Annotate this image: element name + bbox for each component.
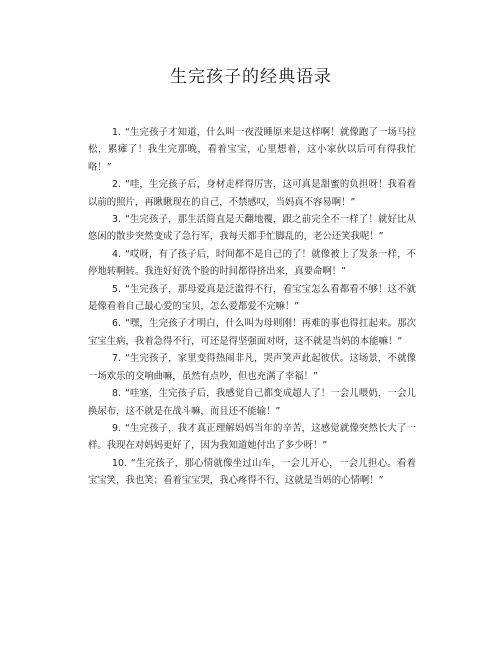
item-text: “生完孩子，我才真正理解妈妈当年的辛苦，这感觉就像突然长大了一样。我现在对妈妈更好了，因为我知道她付出了多少呀！” <box>88 422 416 452</box>
list-item <box>88 455 416 490</box>
item-text: “哎呀，有了孩子后，时间都不是自己的了！就像被上了发条一样，不停地转啊转。我连好好洗个脸的时间都得挤出来，真要命啊！” <box>88 248 416 278</box>
list-item <box>88 315 416 350</box>
item-text: “嘿，生完孩子才明白，什么叫为母则刚！再难的事也得扛起来。那次宝宝生病，我着急得不行，可还是得坚强面对呀，这不就是当妈的本能嘛！” <box>88 318 416 347</box>
item-text: “生完孩子，那生活简直是天翻地覆，跟之前完全不一样了！就好比从悠闲的散步突然变成了急行军，我每天都手忙脚乱的，老公还笑我呢！” <box>88 214 416 243</box>
item-text: “哇，生完孩子后，身材走样得厉害，这可真是甜蜜的负担呀！我看着以前的照片，再瞅瞅现在的自己，不禁感叹，当妈真不容易啊！” <box>88 179 416 208</box>
item-number: 4. <box>112 248 121 260</box>
item-text: “生完孩子，那心情就像坐过山车，一会儿开心，一会儿担心。看着宝宝笑，我也笑；看着宝宝哭，我心疼得不行，这就是当妈的心情啊！” <box>88 457 416 487</box>
item-text: “哇塞，生完孩子后，我感觉自己都变成超人了！一会儿喂奶，一会儿换尿布，这不就是在战斗嘛，而且还不能输！” <box>88 388 416 417</box>
item-text: “生完孩子，家里变得热闹非凡，哭声笑声此起彼伏。这场景，不就像一场欢乐的交响曲嘛，虽然有点吵，但也充满了幸福！” <box>88 353 416 382</box>
item-number: 3. <box>112 214 121 226</box>
list-item <box>88 385 416 420</box>
item-text: “生完孩子才知道，什么叫一夜没睡原来是这样啊！就像跑了一场马拉松，累瘫了！我生完那晚，看着宝宝，心里想着，这小家伙以后可有得我忙咯！” <box>88 127 416 173</box>
item-number: 10. <box>112 457 127 469</box>
list-item <box>88 176 416 211</box>
item-number: 6. <box>112 318 121 330</box>
list-item <box>88 281 416 316</box>
item-number: 5. <box>112 283 121 295</box>
item-number: 7. <box>112 353 121 365</box>
list-item <box>88 420 416 455</box>
item-number: 9. <box>112 422 121 434</box>
list-item <box>88 211 416 246</box>
item-number: 1. <box>112 127 121 138</box>
list-item <box>88 124 416 176</box>
list-item <box>88 246 416 281</box>
item-number: 2. <box>112 179 121 191</box>
item-text: “生完孩子，那母爱真是泛滥得不行，看宝宝怎么看都看不够！这不就是像看着自己最心爱的宝贝，怎么爱都爱不完嘛！” <box>88 283 416 313</box>
quote-list <box>88 124 416 490</box>
item-number: 8. <box>112 388 121 400</box>
list-item <box>88 350 416 385</box>
page-title: 生完孩子的经典语录 <box>170 67 332 87</box>
